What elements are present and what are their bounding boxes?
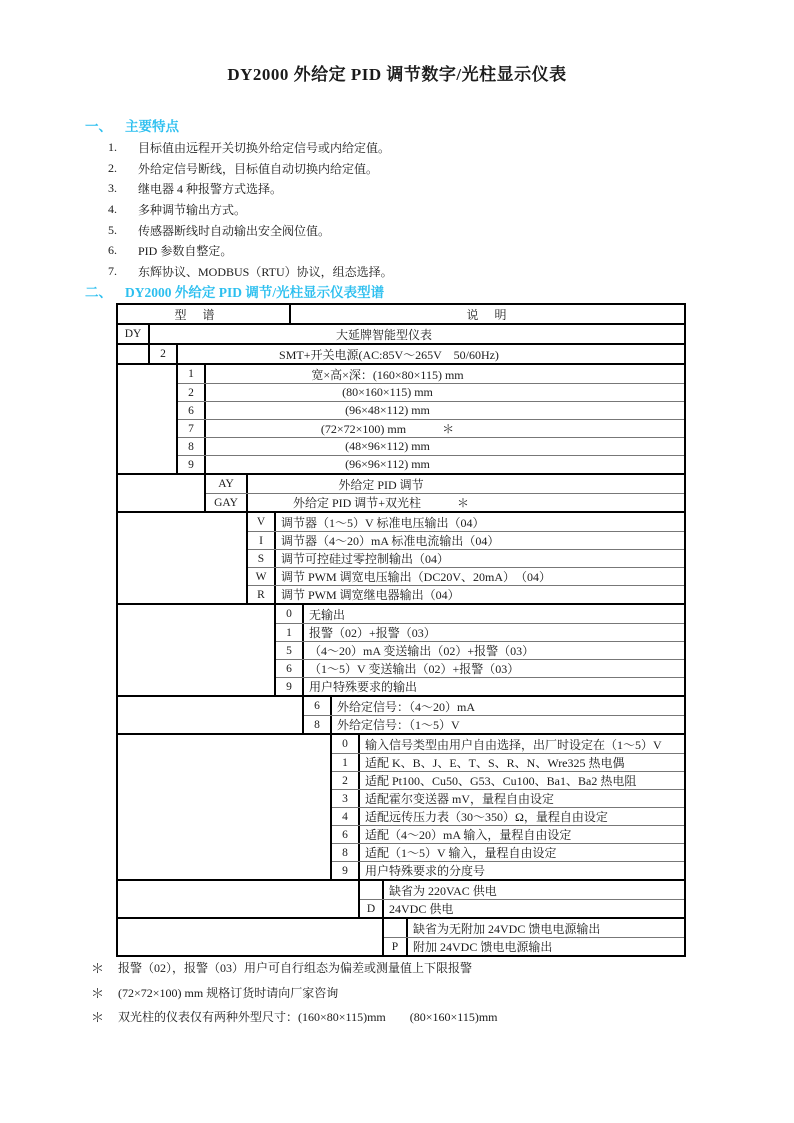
footnote-text: 报警（02），报警（03）用户可自行组态为偏差或测量值上下限报警 bbox=[118, 961, 473, 975]
code-cell: 8 bbox=[304, 716, 332, 733]
feature-item bbox=[108, 137, 393, 158]
desc-cell: 适配远传压力表（30～350）Ω，量程自由设定 bbox=[365, 810, 608, 824]
section-2-heading-text: DY2000 外给定 PID 调节/光柱显示仪表型谱 bbox=[125, 285, 385, 300]
table-row bbox=[332, 789, 684, 807]
table-row bbox=[248, 585, 684, 603]
desc-cell: 大延牌智能型仪表 bbox=[335, 327, 432, 342]
table-row bbox=[384, 919, 684, 937]
code-cell: 7 bbox=[178, 420, 206, 437]
feature-item bbox=[108, 261, 393, 282]
code-cell: 2 bbox=[150, 345, 178, 363]
feature-item bbox=[108, 220, 393, 241]
desc-cell: 用户特殊要求的输出 bbox=[309, 680, 418, 694]
table-row bbox=[276, 623, 684, 641]
table-row bbox=[206, 493, 684, 511]
code-cell bbox=[384, 919, 408, 937]
table-group-case-size bbox=[118, 363, 684, 473]
table-row bbox=[360, 899, 684, 917]
table-row bbox=[332, 771, 684, 789]
merged-blank-cell bbox=[118, 365, 178, 473]
asterisk-marker: ＊ bbox=[91, 1010, 105, 1025]
desc-cell: 外给定 PID 调节 bbox=[338, 477, 424, 492]
table-row bbox=[332, 843, 684, 861]
table-group-supply-voltage bbox=[118, 879, 684, 917]
table-row bbox=[178, 401, 684, 419]
desc-cell: 报警（02）+报警（03） bbox=[309, 626, 436, 640]
feature-item-text: 东辉协议、MODBUS（RTU）协议，组态选择。 bbox=[138, 264, 393, 279]
feature-item-text: 目标值由远程开关切换外给定信号或内给定值。 bbox=[138, 140, 391, 155]
desc-cell: 缺省为无附加 24VDC 馈电电源输出 bbox=[413, 921, 601, 936]
code-cell: V bbox=[248, 513, 276, 531]
footnote bbox=[91, 1007, 498, 1026]
table-row bbox=[332, 753, 684, 771]
table-row bbox=[118, 325, 684, 343]
code-cell: 9 bbox=[332, 862, 360, 879]
feature-item-number: 7. bbox=[108, 263, 117, 278]
code-cell bbox=[360, 881, 384, 899]
code-cell: 0 bbox=[276, 605, 304, 623]
desc-cell: 适配 K、B、J、E、T、S、R、N、Wre325 热电偶 bbox=[365, 756, 625, 770]
desc-cell: 宽×高×深：(160×80×115) mm bbox=[311, 367, 464, 382]
feature-item-text: 继电器 4 种报警方式选择。 bbox=[138, 182, 283, 197]
code-cell: I bbox=[248, 532, 276, 549]
code-cell: 5 bbox=[276, 642, 304, 659]
feature-item-number: 4. bbox=[108, 201, 117, 216]
desc-cell: (96×96×112) mm bbox=[345, 457, 430, 471]
table-row bbox=[178, 419, 684, 437]
code-cell: 6 bbox=[304, 697, 332, 715]
code-cell: AY bbox=[206, 475, 248, 493]
header-description: 说 明 bbox=[466, 307, 509, 322]
table-row bbox=[248, 513, 684, 531]
table-row bbox=[332, 735, 684, 753]
table-group-smt-power bbox=[118, 343, 684, 363]
feature-item bbox=[108, 158, 393, 179]
desc-cell: 24VDC 供电 bbox=[389, 902, 454, 916]
table-row bbox=[178, 365, 684, 383]
table-row bbox=[248, 549, 684, 567]
document-title: DY2000 外给定 PID 调节数字/光柱显示仪表 bbox=[227, 65, 567, 84]
footnote bbox=[91, 958, 472, 977]
table-row bbox=[276, 659, 684, 677]
desc-cell: 缺省为 220VAC 供电 bbox=[389, 883, 497, 898]
desc-cell: （4～20）mA 变送输出（02）+报警（03） bbox=[309, 644, 535, 658]
table-group-external-signal bbox=[118, 695, 684, 733]
table-group-alarm-output bbox=[118, 603, 684, 695]
asterisk-marker: ＊ bbox=[91, 986, 105, 1001]
desc-cell: 调节器（4～20）mA 标准电流输出（04） bbox=[281, 534, 500, 548]
header-model-spectrum: 型 谱 bbox=[118, 305, 291, 323]
desc-cell: 外给定 PID 调节+双光柱 ＊ bbox=[292, 496, 470, 510]
desc-cell: 适配 Pt100、Cu50、G53、Cu100、Ba1、Ba2 热电阻 bbox=[365, 774, 637, 788]
desc-cell: 调节可控硅过零控制输出（04） bbox=[281, 552, 450, 566]
footnote bbox=[91, 983, 338, 1002]
desc-cell: SMT+开关电源(AC:85V～265V 50/60Hz) bbox=[279, 347, 499, 362]
feature-item-text: 外给定信号断线，目标值自动切换内给定值。 bbox=[138, 161, 379, 176]
desc-cell: 外给定信号：（4～20）mA bbox=[337, 699, 476, 714]
table-row bbox=[178, 383, 684, 401]
desc-cell: 无输出 bbox=[309, 607, 346, 622]
desc-cell: (96×48×112) mm bbox=[345, 403, 430, 417]
feature-item-number: 1. bbox=[108, 139, 117, 154]
merged-blank-cell bbox=[118, 513, 248, 603]
table-row bbox=[332, 861, 684, 879]
table-group-feed-output bbox=[118, 917, 684, 955]
desc-cell: （1～5）V 变送输出（02）+报警（03） bbox=[309, 662, 520, 676]
code-cell: 6 bbox=[178, 402, 206, 419]
model-spectrum-table bbox=[116, 303, 686, 957]
section-1-heading bbox=[85, 115, 179, 135]
table-row bbox=[332, 807, 684, 825]
asterisk-marker: ＊ bbox=[91, 961, 105, 976]
table-row bbox=[304, 697, 684, 715]
desc-cell: 附加 24VDC 馈电电源输出 bbox=[413, 940, 553, 954]
table-row bbox=[332, 825, 684, 843]
desc-cell: 调节 PWM 调宽继电器输出（04） bbox=[281, 588, 460, 602]
feature-item-number: 2. bbox=[108, 160, 117, 175]
desc-cell: 调节器（1～5）V 标准电压输出（04） bbox=[281, 515, 485, 530]
table-row bbox=[150, 345, 684, 363]
code-cell: 9 bbox=[276, 678, 304, 695]
merged-blank-cell bbox=[118, 881, 360, 917]
merged-blank-cell bbox=[118, 697, 304, 733]
table-row bbox=[178, 455, 684, 473]
feature-item bbox=[108, 240, 393, 261]
desc-cell: 适配霍尔变送器 mV，量程自由设定 bbox=[365, 792, 555, 806]
code-cell: 2 bbox=[178, 384, 206, 401]
feature-item-text: 多种调节输出方式。 bbox=[138, 202, 247, 217]
code-cell: 6 bbox=[332, 826, 360, 843]
table-row bbox=[384, 937, 684, 955]
code-cell: 1 bbox=[276, 624, 304, 641]
code-cell: 1 bbox=[332, 754, 360, 771]
table-group-input-signal bbox=[118, 733, 684, 879]
code-cell: 8 bbox=[178, 438, 206, 455]
code-cell: R bbox=[248, 586, 276, 603]
feature-item bbox=[108, 199, 393, 220]
desc-cell: 适配（1～5）V 输入，量程自由设定 bbox=[365, 846, 557, 860]
code-cell: D bbox=[360, 900, 384, 917]
code-cell: 8 bbox=[332, 844, 360, 861]
table-header-row bbox=[118, 305, 684, 323]
code-cell: 9 bbox=[178, 456, 206, 473]
code-cell: W bbox=[248, 568, 276, 585]
table-row bbox=[206, 475, 684, 493]
feature-item-text: 传感器断线时自动输出安全阀位值。 bbox=[138, 223, 331, 238]
code-cell: 0 bbox=[332, 735, 360, 753]
footnote-text: 双光柱的仪表仅有两种外型尺寸：(160×80×115)mm (80×160×115)mm bbox=[118, 1010, 498, 1024]
code-cell: 3 bbox=[332, 790, 360, 807]
merged-blank-cell bbox=[118, 345, 150, 363]
merged-blank-cell bbox=[118, 605, 276, 695]
code-cell: S bbox=[248, 550, 276, 567]
feature-item-number: 3. bbox=[108, 181, 117, 196]
code-cell: 2 bbox=[332, 772, 360, 789]
code-cell: DY bbox=[118, 325, 150, 343]
merged-blank-cell bbox=[118, 475, 206, 511]
table-row bbox=[304, 715, 684, 733]
feature-item-number: 5. bbox=[108, 222, 117, 237]
desc-cell: 调节 PWM 调宽电压输出（DC20V、20mA） （04） bbox=[281, 570, 552, 584]
table-row bbox=[276, 677, 684, 695]
table-row bbox=[360, 881, 684, 899]
feature-list bbox=[108, 137, 393, 282]
table-group-regulation-output bbox=[118, 511, 684, 603]
code-cell: P bbox=[384, 938, 408, 955]
table-row bbox=[248, 531, 684, 549]
code-cell: 6 bbox=[276, 660, 304, 677]
desc-cell: (48×96×112) mm bbox=[345, 439, 430, 453]
code-cell: GAY bbox=[206, 494, 248, 511]
desc-cell: 适配（4～20）mA 输入，量程自由设定 bbox=[365, 828, 572, 842]
desc-cell: (72×72×100) mm ＊ bbox=[320, 422, 455, 436]
merged-blank-cell bbox=[118, 735, 332, 879]
code-cell: 1 bbox=[178, 365, 206, 383]
table-row bbox=[248, 567, 684, 585]
section-2-heading bbox=[85, 281, 384, 301]
desc-cell: (80×160×115) mm bbox=[342, 385, 433, 399]
table-group-function bbox=[118, 473, 684, 511]
section-1-number: 一、 bbox=[85, 119, 112, 134]
footnote-text: (72×72×100) mm 规格订货时请向厂家咨询 bbox=[118, 986, 339, 1000]
section-1-heading-text: 主要特点 bbox=[125, 119, 179, 134]
section-2-number: 二、 bbox=[85, 285, 112, 300]
feature-item-text: PID 参数自整定。 bbox=[138, 244, 233, 259]
desc-cell: 输入信号类型由用户自由选择，出厂时设定在（1～5）V bbox=[365, 737, 662, 752]
feature-item bbox=[108, 178, 393, 199]
desc-cell: 用户特殊要求的分度号 bbox=[365, 864, 486, 878]
table-row bbox=[178, 437, 684, 455]
desc-cell: 外给定信号：（1～5）V bbox=[337, 718, 460, 732]
table-row bbox=[276, 641, 684, 659]
code-cell: 4 bbox=[332, 808, 360, 825]
merged-blank-cell bbox=[118, 919, 384, 955]
feature-item-number: 6. bbox=[108, 243, 117, 258]
table-row bbox=[276, 605, 684, 623]
table-group-brand bbox=[118, 323, 684, 343]
